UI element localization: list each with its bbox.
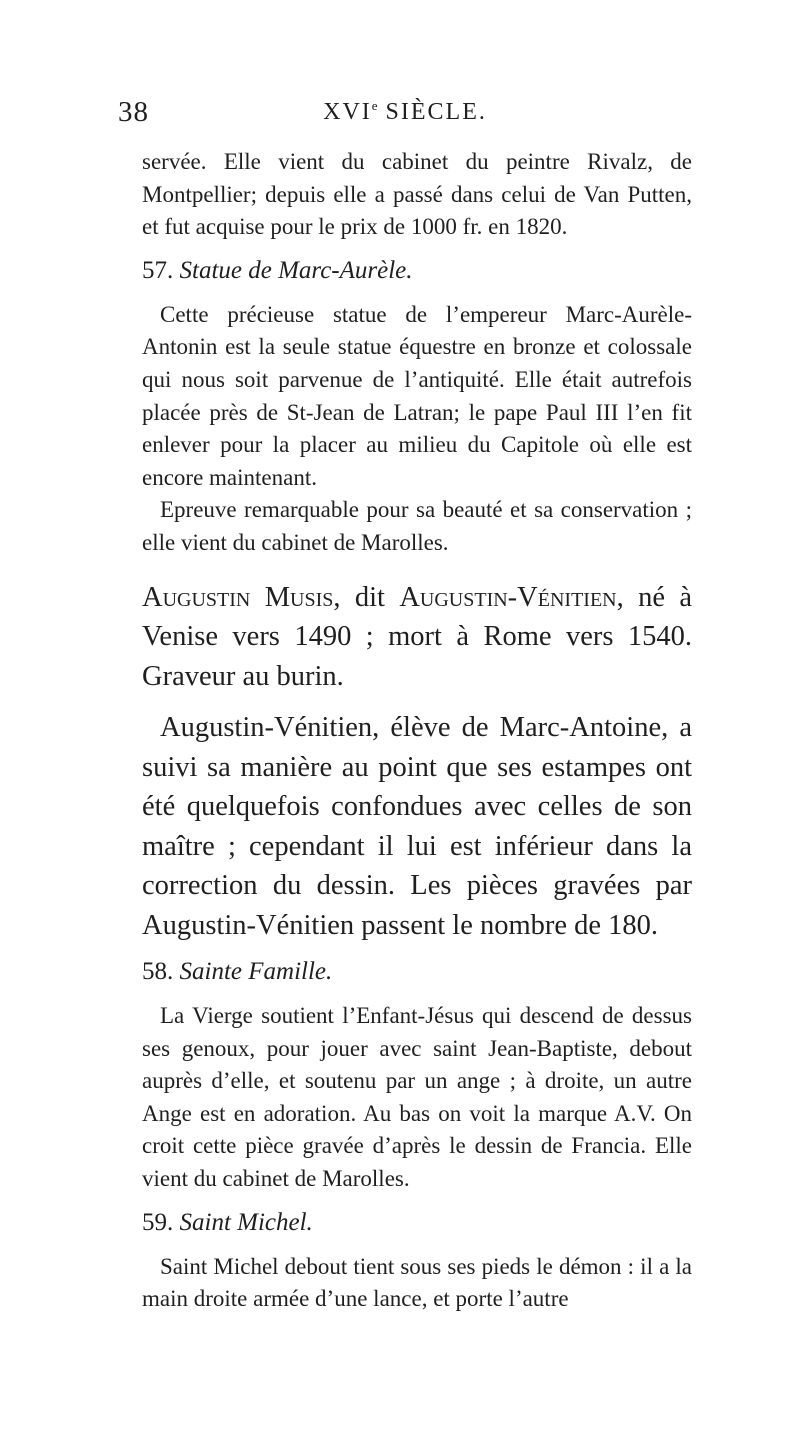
page-number: 38	[118, 96, 149, 128]
running-title-prefix: XVI	[323, 99, 372, 125]
artist-alias: Augustin-Vénitien	[399, 581, 617, 613]
page-header	[118, 96, 692, 136]
entry-57-provenance: Epreuve remarquable pour sa beauté et sa conservation ; elle vient du cabinet de Marolles.	[142, 497, 692, 555]
entry-59-description: Saint Michel debout tient sous ses pieds le démon : il a la main droite armée d’une lance, et porte l’autre	[142, 1253, 692, 1312]
artist-notice: Augustin-Vénitien, élève de Marc-Antoine, a suivi sa manière au point que ses estampes ont été quelquefois confondues avec celles de son maître ; cependant il lui est inférieur dans la correction du dessin. Les pièces gravées par Augustin-Vénitien passent le nombre de 180.	[142, 712, 692, 941]
running-title-superscript: e	[371, 98, 378, 113]
artist-name: Augustin Musis	[142, 581, 334, 613]
entry-57-description: Cette précieuse statue de l’empereur Marc-Aurèle-Antonin est la seule statue équestre en bronze et colossale qui nous soit parvenue de l’antiquité. Elle était autrefois placée près de St-Jean de Latran; le pape Paul III l’en fit enlever pour la placer au milieu du Capitole où elle est encore maintenant.	[142, 301, 692, 490]
entry-57-title: Statue de Marc-Aurèle.	[179, 256, 413, 284]
artist-sep: , dit	[333, 581, 400, 613]
entry-57-number: 57.	[142, 256, 174, 284]
entry-57-heading	[142, 254, 692, 287]
entry-59-number: 59.	[142, 1208, 174, 1236]
entry-58-title: Sainte Famille.	[179, 958, 333, 986]
artist-heading	[142, 578, 692, 697]
running-title-suffix: SIÈCLE.	[377, 99, 487, 125]
page-body	[142, 146, 692, 1316]
entry-58-heading	[142, 955, 692, 988]
running-title	[118, 98, 692, 126]
entry-58-description: La Vierge soutient l’Enfant-Jésus qui descend de dessus ses genoux, pour jouer avec saint Jean-Baptiste, debout auprès d’elle, et soutenu par un ange ; à droite, un autre Ange est en adoration. Au bas on voit la marque A.V. On croit cette pièce gravée d’après le dessin de Francia. Elle vient du cabinet de Marolles.	[142, 1003, 692, 1191]
artist-bio: , né à Venise vers 1490 ; mort à Rome vers 1540. Graveur au burin.	[142, 581, 692, 692]
entry-58-number: 58.	[142, 958, 174, 986]
entry-59-title: Saint Michel.	[179, 1208, 313, 1236]
entry-59-heading	[142, 1206, 692, 1239]
paragraph-continuation: servée. Elle vient du cabinet du peintre Rivalz, de Montpellier; depuis elle a passé dans celui de Van Putten, et fut acquise pour le prix de 1000 fr. en 1820.	[142, 149, 692, 240]
